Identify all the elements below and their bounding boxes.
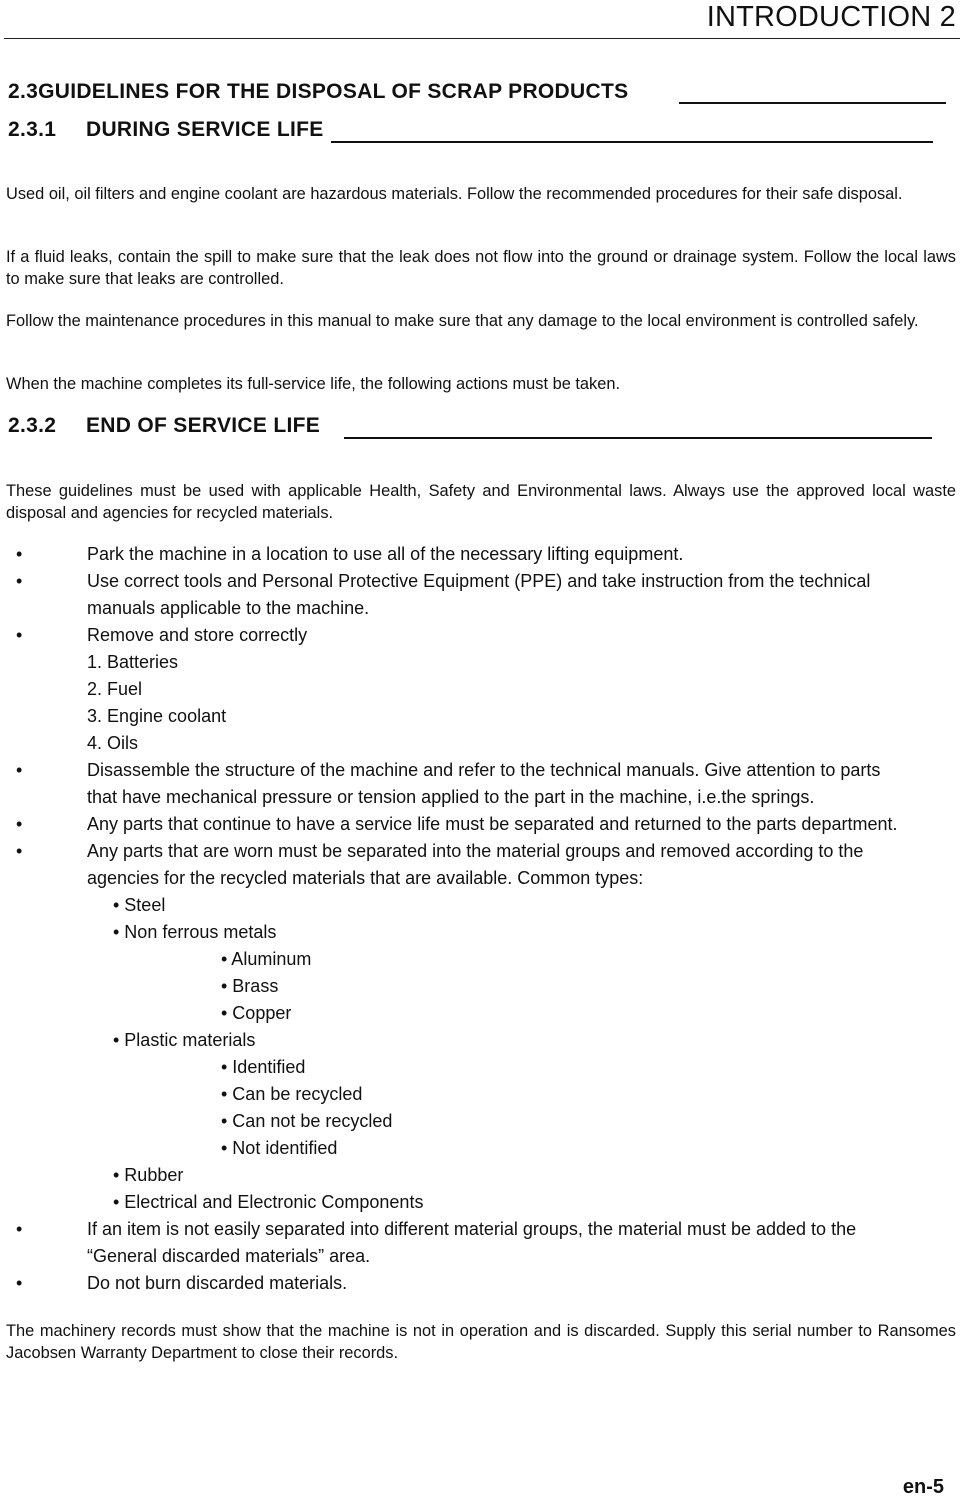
header-divider [4,38,960,39]
bullet: • [16,544,23,564]
material-subtype-text: • Can be recycled [221,1084,363,1104]
page-number: en-5 [902,1476,944,1498]
subsection-number: 2.3.1 [8,118,57,141]
material-subtype [0,973,960,1000]
material-subtype [0,1054,960,1081]
paragraph-maintenance: Follow the maintenance procedures in this manual to make sure that any damage to the local environment is controlled safely. [6,312,919,330]
material-type-text: • Plastic materials [113,1030,256,1050]
list-item-text: Park the machine in a location to use all of the necessary lifting equipment. [87,544,684,564]
section-heading [8,80,628,104]
paragraph-hazardous-materials: Used oil, oil filters and engine coolant are hazardous materials. Follow the recommended procedures for their safe disposal. [6,185,903,203]
list-item-text: “General discarded materials” area. [87,1246,371,1266]
numbered-item-text: 2. Fuel [87,679,143,699]
material-subtype [0,946,960,973]
material-subtype-text: • Identified [221,1057,306,1077]
section-number: 2.3 [8,80,39,103]
list-item [0,757,960,811]
material-type [0,1162,960,1189]
material-subtype-text: • Aluminum [221,949,312,969]
list-item [0,541,960,568]
material-subtype-text: • Can not be recycled [221,1111,393,1131]
material-subtype [0,1081,960,1108]
numbered-item-text: 3. Engine coolant [87,706,227,726]
material-type-text: • Electrical and Electronic Components [113,1192,424,1212]
numbered-item [0,676,960,703]
material-subtype [0,1108,960,1135]
subsection-heading-during-service [8,118,324,142]
bullet: • [16,760,23,780]
subsection-title: END OF SERVICE LIFE [86,414,321,437]
subsection-title: DURING SERVICE LIFE [86,118,324,141]
subsection-number: 2.3.2 [8,414,57,437]
material-type [0,919,960,946]
bullet: • [16,625,23,645]
subsection-heading-rule [344,437,932,439]
page-header-title: INTRODUCTION 2 [706,1,956,33]
material-subtype-text: • Copper [221,1003,292,1023]
list-item-text: Use correct tools and Personal Protective Equipment (PPE) and take instruction from the technical [87,571,871,591]
numbered-item-text: 1. Batteries [87,652,179,672]
bullet: • [16,571,23,591]
disposal-steps-list [0,541,960,1297]
material-subtype [0,1000,960,1027]
paragraph-fluid-leaks: If a fluid leaks, contain the spill to make sure that the leak does not flow into the ground or drainage system. Follow the local laws to make sure that leaks are controlled. [6,248,956,288]
section-title: GUIDELINES FOR THE DISPOSAL OF SCRAP PRODUCTS [38,80,629,103]
material-subtype-text: • Not identified [221,1138,338,1158]
list-item-text: Any parts that continue to have a service life must be separated and returned to the parts department. [87,814,898,834]
numbered-item [0,703,960,730]
list-item-text: agencies for the recycled materials that are available. Common types: [87,868,644,888]
list-item [0,1216,960,1270]
paragraph-full-service-life: When the machine completes its full-service life, the following actions must be taken. [6,375,621,393]
list-item [0,811,960,838]
bullet: • [16,841,23,861]
bullet: • [16,1273,23,1293]
material-type-text: • Non ferrous metals [113,922,277,942]
list-item-text: Any parts that are worn must be separated into the material groups and removed according to the [87,841,864,861]
list-item-text: Do not burn discarded materials. [87,1273,348,1293]
bullet: • [16,814,23,834]
bullet: • [16,1219,23,1239]
list-item [0,1270,960,1297]
list-item-text: If an item is not easily separated into different material groups, the material must be added to the [87,1219,857,1239]
section-heading-rule [679,102,946,104]
subsection-heading-end-of-service [8,414,320,438]
list-item [0,838,960,892]
subsection-heading-rule [331,141,933,143]
material-type-text: • Rubber [113,1165,184,1185]
list-item-text: manuals applicable to the machine. [87,598,370,618]
material-subtype-text: • Brass [221,976,279,996]
list-item-text: Disassemble the structure of the machine and refer to the technical manuals. Give attention to parts [87,760,881,780]
material-type [0,1027,960,1054]
material-type [0,892,960,919]
numbered-item [0,649,960,676]
material-type [0,1189,960,1216]
paragraph-guidelines: These guidelines must be used with applicable Health, Safety and Environmental laws. Always use the approved local waste disposal and agencies for recycled materials. [6,482,956,522]
list-item [0,568,960,622]
numbered-item [0,730,960,757]
paragraph-machinery-records: The machinery records must show that the machine is not in operation and is discarded. Supply this serial number to Ransomes Jacobsen Warranty Department to close their records. [6,1322,956,1362]
list-item-text: that have mechanical pressure or tension applied to the part in the machine, i.e.the springs. [87,787,815,807]
list-item [0,622,960,649]
material-subtype [0,1135,960,1162]
numbered-item-text: 4. Oils [87,733,139,753]
material-type-text: • Steel [113,895,166,915]
list-item-text: Remove and store correctly [87,625,308,645]
